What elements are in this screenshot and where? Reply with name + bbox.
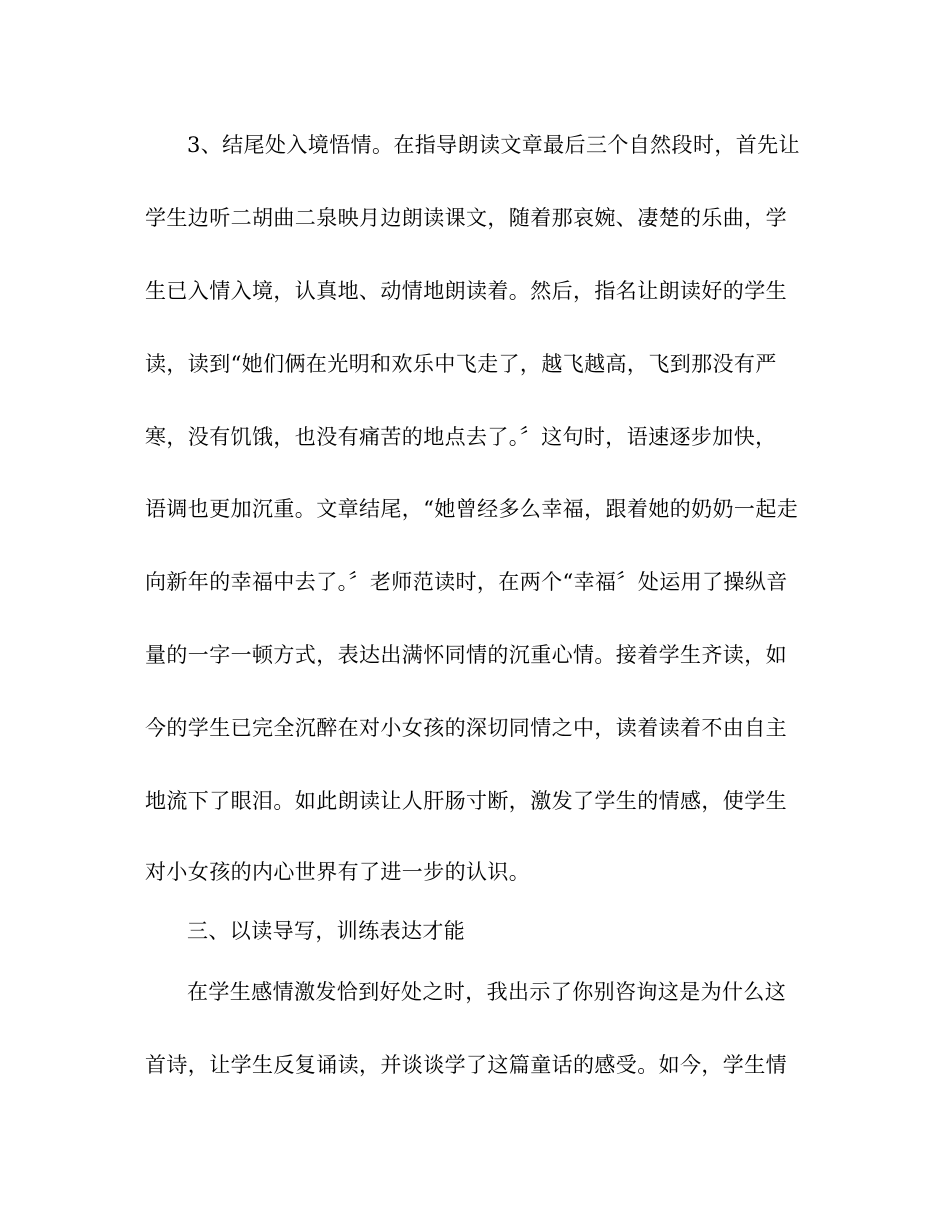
paragraph-line: 生已入情入境，认真地、动情地朗读着。然后，指名让朗读好的学生 bbox=[145, 279, 787, 303]
paragraph-line: 学生边听二胡曲二泉映月边朗读课文，随着那哀婉、凄楚的乐曲，学 bbox=[145, 206, 787, 230]
paragraph-line: 地流下了眼泪。如此朗读让人肝肠寸断，激发了学生的情感，使学生 bbox=[145, 789, 787, 813]
paragraph-line: 对小女孩的内心世界有了进一步的认识。 bbox=[145, 860, 531, 884]
paragraph-line: 读，读到“她们俩在光明和欢乐中飞走了，越飞越高，飞到那没有严 bbox=[145, 352, 777, 376]
paragraph-line: 3、结尾处入境悟情。在指导朗读文章最后三个自然段时，首先让 bbox=[187, 133, 800, 157]
section-heading: 三、以读导写，训练表达才能 bbox=[187, 919, 466, 943]
paragraph-line: 量的一字一顿方式，表达出满怀同情的沉重心情。接着学生齐读，如 bbox=[145, 643, 787, 667]
paragraph-line: 向新年的幸福中去了。〞老师范读时，在两个“幸福〞处运用了操纵音 bbox=[145, 570, 788, 594]
paragraph-line: 首诗，让学生反复诵读，并谈谈学了这篇童话的感受。如今，学生情 bbox=[145, 1053, 787, 1077]
paragraph-line: 寒，没有饥饿，也没有痛苦的地点去了。〞这句时，语速逐步加快， bbox=[145, 425, 777, 449]
paragraph-line: 在学生感情激发恰到好处之时，我出示了你别咨询这是为什么这 bbox=[187, 980, 787, 1004]
paragraph-line: 今的学生已完全沉醉在对小女孩的深切同情之中，读着读着不由自主 bbox=[145, 716, 787, 740]
paragraph-line: 语调也更加沉重。文章结尾，“她曾经多么幸福，跟着她的奶奶一起走 bbox=[145, 497, 799, 521]
